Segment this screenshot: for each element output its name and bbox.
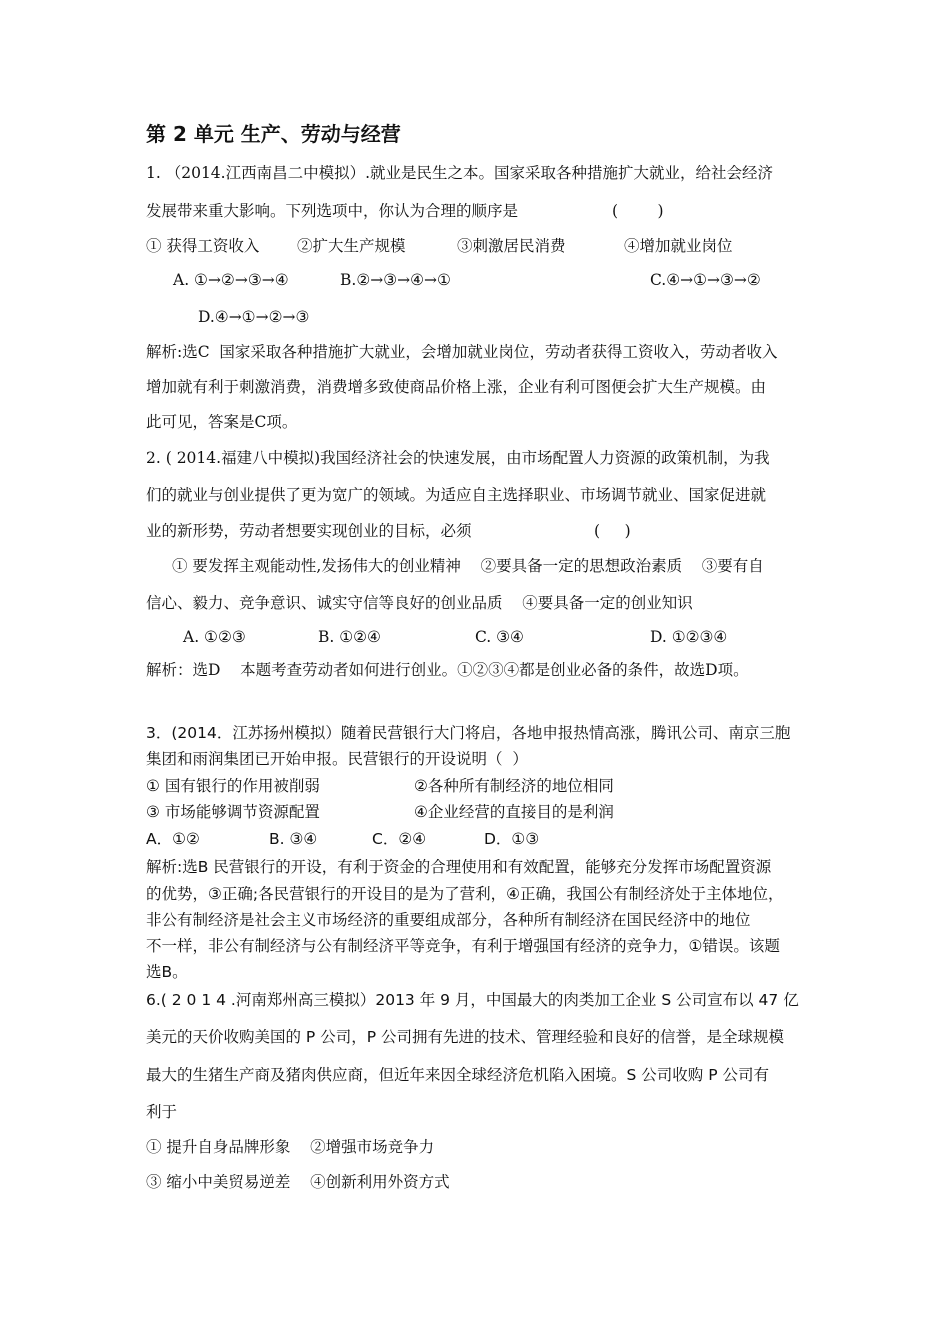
q1-item-4: ④增加就业岗位: [624, 237, 733, 255]
q2-stem-line1: 2. ( 2014.福建八中模拟)我国经济社会的快速发展，由市场配置人力资源的政策机制，为我: [146, 449, 770, 467]
q2-stem-line2: 们的就业与创业提供了更为宽广的领域。为适应自主选择职业、市场调节就业、国家促进就: [146, 486, 767, 504]
q6-items-line2: ③ 缩小中美贸易逆差 ④创新利用外资方式: [146, 1173, 450, 1191]
q1-option-b: B.②→③→④→①: [340, 271, 451, 289]
q6-items-line1: ① 提升自身品牌形象 ②增强市场竞争力: [146, 1138, 435, 1156]
q3-option-b: B. ③④: [269, 830, 318, 848]
q1-answer-paren: ( ): [612, 202, 664, 220]
q3-analysis-line2: 的优势，③正确;各民营银行的开设目的是为了营利，④正确，我国公有制经济处于主体地位，: [146, 885, 784, 903]
q2-analysis: 解析：选D 本题考查劳动者如何进行创业。①②③④都是创业必备的条件，故选D项。: [146, 661, 749, 679]
q3-item-4: ④企业经营的直接目的是利润: [414, 803, 614, 821]
q3-option-c: C．②④: [372, 830, 427, 848]
q3-analysis-line3: 非公有制经济是社会主义市场经济的重要组成部分，各种所有制经济在国民经济中的地位: [146, 911, 751, 929]
q2-stem-line3: 业的新形势，劳动者想要实现创业的目标，必须: [146, 522, 472, 540]
q3-stem-line1: 3．(2014．江苏扬州模拟）随着民营银行大门将启，各地申报热情高涨，腾讯公司、南京三胞: [146, 724, 791, 742]
q3-analysis-line4: 不一样，非公有制经济与公有制经济平等竞争，有利于增强国有经济的竞争力，①错误。该题: [146, 937, 780, 955]
q1-item-3: ③刺激居民消费: [457, 237, 566, 255]
q2-items-line2: 信心、毅力、竞争意识、诚实守信等良好的创业品质 ④要具备一定的创业知识: [146, 594, 693, 612]
q1-option-a: A. ①→②→③→④: [173, 271, 289, 289]
q6-stem-line4: 利于: [146, 1103, 178, 1121]
q1-analysis-line3: 此可见，答案是C项。: [146, 413, 298, 431]
q1-option-d: D.④→①→②→③: [198, 308, 310, 326]
page-title: 第 2 单元 生产、劳动与经营: [146, 122, 401, 146]
q1-analysis-line1: 解析:选C 国家采取各种措施扩大就业，会增加就业岗位，劳动者获得工资收入，劳动者收入: [146, 343, 778, 361]
q2-option-d: D. ①②③④: [650, 628, 728, 646]
q1-item-2: ②扩大生产规模: [297, 237, 406, 255]
q6-stem-line3: 最大的生猪生产商及猪肉供应商，但近年来因全球经济危机陷入困境。S 公司收购 P 公司有: [146, 1066, 769, 1084]
q6-stem-line1: 6.( 2 0 1 4 .河南郑州高三模拟）2013 年 9 月，中国最大的肉类加工企业 S 公司宣布以 47 亿: [146, 991, 799, 1009]
q2-answer-paren: ( ): [594, 522, 631, 540]
q3-stem-line2: 集团和雨润集团已开始申报。民营银行的开设说明（ ）: [146, 750, 528, 768]
q6-stem-line2: 美元的天价收购美国的 P 公司，P 公司拥有先进的技术、管理经验和良好的信誉，是全球规模: [146, 1028, 784, 1046]
q1-analysis-line2: 增加就有利于刺激消费，消费增多致使商品价格上涨，企业有利可图便会扩大生产规模。由: [146, 378, 767, 396]
q3-analysis-line1: 解析:选B 民营银行的开设，有利于资金的合理使用和有效配置，能够充分发挥市场配置资源: [146, 858, 772, 876]
q1-stem-line1: 1. （2014.江西南昌二中模拟）.就业是民生之本。国家采取各种措施扩大就业，给社会经济: [146, 164, 774, 182]
q2-option-b: B. ①②④: [318, 628, 381, 646]
q3-option-a: A．①②: [146, 830, 200, 848]
q1-stem-line2: 发展带来重大影响。下列选项中，你认为合理的顺序是: [146, 202, 519, 220]
q3-item-3: ③ 市场能够调节资源配置: [146, 803, 320, 821]
q2-option-c: C. ③④: [475, 628, 524, 646]
q3-option-d: D．①③: [484, 830, 540, 848]
q3-analysis-line5: 选B。: [146, 963, 188, 981]
q1-item-1: ① 获得工资收入: [146, 237, 260, 255]
q2-option-a: A. ①②③: [183, 628, 246, 646]
q3-item-2: ②各种所有制经济的地位相同: [414, 777, 614, 795]
q1-option-c: C.④→①→③→②: [650, 271, 761, 289]
q2-items-line1: ① 要发挥主观能动性,发扬伟大的创业精神 ②要具备一定的思想政治素质 ③要有自: [172, 557, 764, 575]
q3-item-1: ① 国有银行的作用被削弱: [146, 777, 320, 795]
